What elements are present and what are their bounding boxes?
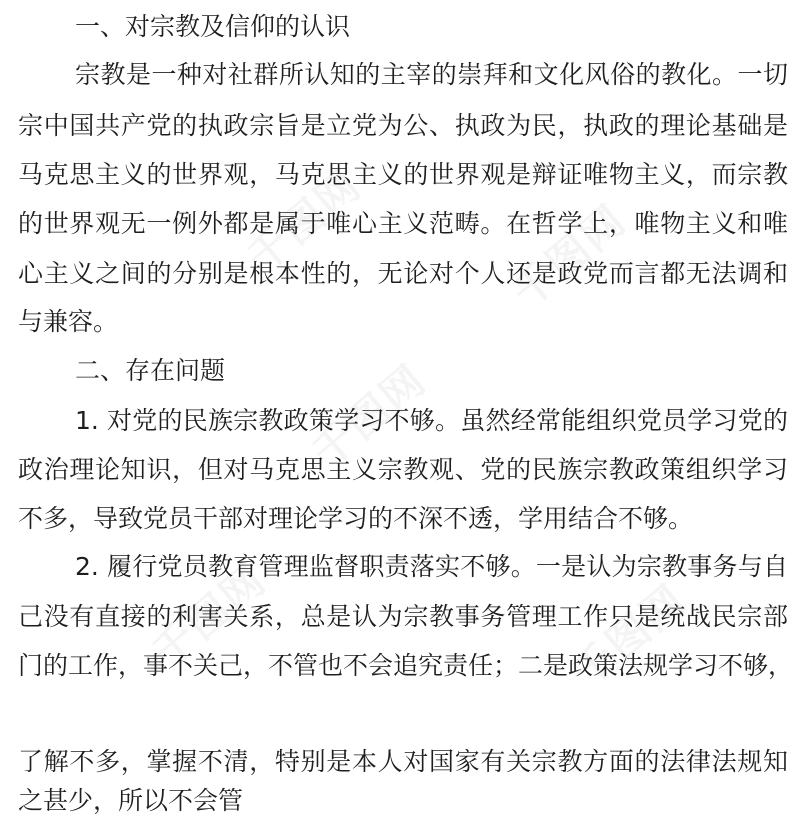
paragraph-line: 之甚少，所以不会管 bbox=[18, 786, 244, 815]
paragraph-line: 心主义之间的分别是根本性的，无论对个人还是政党而言都无法调和 bbox=[18, 259, 788, 288]
watermark: 千图网 bbox=[502, 194, 636, 318]
paragraph-line: 宗中国共产党的执政宗旨是立党为公、执政为民，执政的理论基础是 bbox=[18, 111, 788, 140]
paragraph-line: 不多，导致党员干部对理论学习的不深不透，学用结合不够。 bbox=[18, 504, 694, 533]
paragraph-line: 门的工作，事不关己，不管也不会追究责任；二是政策法规学习不够， bbox=[18, 651, 794, 680]
watermark: 千图网 bbox=[302, 354, 436, 478]
paragraph-line: 了解不多，掌握不清，特别是本人对国家有关宗教方面的法律法规知 bbox=[18, 747, 788, 776]
paragraph-line: 1. 对党的民族宗教政策学习不够。虽然经常能组织党员学习党的 bbox=[75, 406, 788, 435]
paragraph-line: 马克思主义的世界观，马克思主义的世界观是辩证唯物主义，而宗教 bbox=[18, 160, 788, 189]
watermark: 千图网 bbox=[562, 574, 696, 698]
section-1-heading: 一、对宗教及信仰的认识 bbox=[75, 12, 351, 41]
paragraph-line: 政治理论知识，但对马克思主义宗教观、党的民族宗教政策组织学习 bbox=[18, 455, 788, 484]
watermark: 千图网 bbox=[142, 554, 276, 678]
watermark: 千图网 bbox=[237, 159, 371, 283]
paragraph-line: 与兼容。 bbox=[18, 307, 119, 336]
paragraph-line: 2. 履行党员教育管理监督职责落实不够。一是认为宗教事务与自 bbox=[75, 552, 788, 581]
paragraph-line: 宗教是一种对社群所认知的主宰的崇拜和文化风俗的教化。一切 bbox=[75, 60, 788, 89]
paragraph-line: 己没有直接的利害关系，总是认为宗教事务管理工作只是统战民宗部 bbox=[18, 602, 788, 631]
paragraph-line: 的世界观无一例外都是属于唯心主义范畴。在哲学上，唯物主义和唯 bbox=[18, 209, 788, 238]
section-2-heading: 二、存在问题 bbox=[75, 356, 226, 385]
